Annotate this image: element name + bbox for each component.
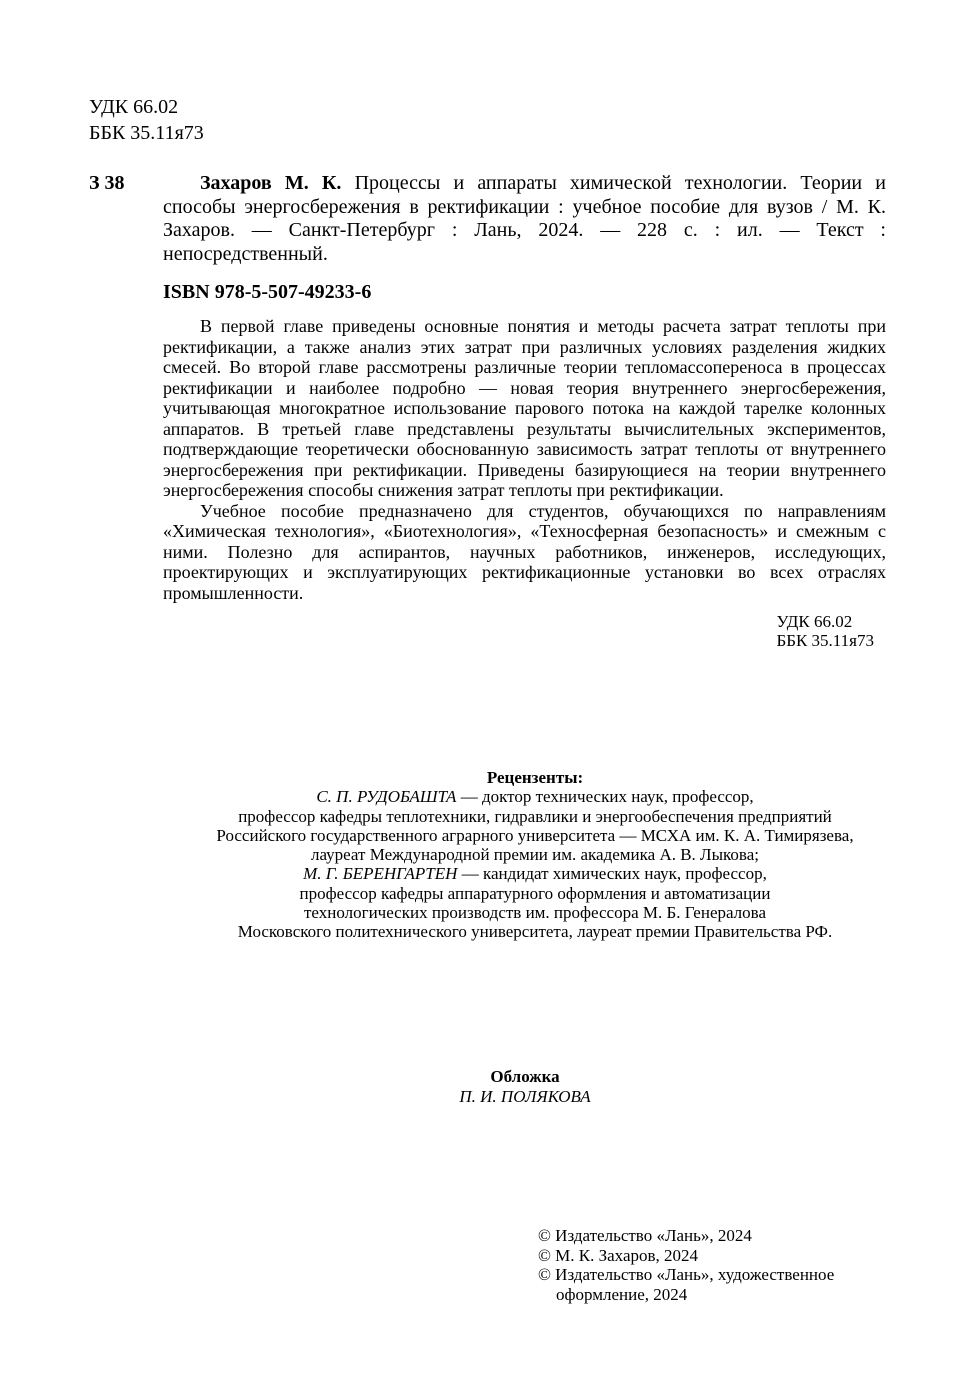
- copyright-line-3: © Издательство «Лань», художественное: [538, 1265, 835, 1284]
- udk-code-repeat: УДК 66.02: [776, 612, 853, 631]
- reviewer-1-line-1: [120, 787, 950, 806]
- reviewer-1-line-3: Российского государственного аграрного университета — МСХА им. К. А. Тимирязева,: [216, 825, 854, 845]
- reviewer-2-line-1: [120, 864, 950, 883]
- abstract: [163, 316, 886, 603]
- author-mark: З 38: [89, 172, 125, 194]
- reviewer-2-line-3: технологических производств им. профессора М. Б. Генералова: [303, 903, 767, 923]
- udk-code: УДК 66.02: [89, 96, 179, 118]
- author-name: Захаров М. К.: [200, 172, 342, 194]
- cover-header: Обложка: [490, 1067, 560, 1086]
- abstract-paragraph-2: Учебное пособие предназначено для студентов, обучающихся по направлениям «Химическая технология», «Биотехнология», «Техносферная безопасность» и смежным с ними. Полезно для аспирантов, научных работников, инженеров, исследующих, проектирующих и эксплуатирующих ректификационные установки во всех отраслях промышленности.: [163, 500, 886, 603]
- reviewer-2-line-2: профессор кафедры аппаратурного оформления и автоматизации: [299, 883, 771, 903]
- classification-bottom: [776, 612, 874, 650]
- abstract-paragraph-1: В первой главе приведены основные понятия и методы расчета затрат теплоты при ректификации, а также анализ этих затрат при различных условиях разделения жидких смесей. Во второй главе рассмотрены различные теории тепломассопереноса в процессах ректификации и наиболее подробно — новая теория внутреннего энергосбережения, учитывающая многократное использование парового потока на каждой тарелке колонных аппаратов. В третьей главе представлены результаты вычислительных экспериментов, подтверждающие теоретически обоснованную зависимость затрат теплоты от внутреннего энергосбережения при ректификации. Приведены базирующиеся на теории внутреннего энергосбережения способы снижения затрат теплоты при ректификации.: [163, 316, 886, 500]
- classification-top: [89, 94, 204, 146]
- copyright-block: [538, 1226, 834, 1304]
- bbk-code: ББК 35.11я73: [89, 122, 204, 144]
- cover-designer: П. И. ПОЛЯКОВА: [459, 1087, 591, 1106]
- reviewers-block: [120, 768, 950, 942]
- reviewers-header: Рецензенты:: [486, 768, 584, 787]
- isbn: ISBN 978-5-507-49233-6: [163, 281, 372, 303]
- reviewer-1-title: — доктор технических наук, профессор,: [456, 787, 754, 807]
- reviewer-1-line-4: лауреат Международной премии им. академика А. В. Лыкова;: [311, 845, 759, 865]
- reviewer-2-title: — кандидат химических наук, профессор,: [457, 864, 767, 884]
- copyright-line-4: оформление, 2024: [556, 1284, 688, 1304]
- reviewer-2-name: М. Г. БЕРЕНГАРТЕН: [303, 864, 458, 884]
- reviewer-1-line-2: профессор кафедры теплотехники, гидравлики и энергообеспечения предприятий: [238, 806, 832, 826]
- copyright-line-1: © Издательство «Лань», 2024: [538, 1226, 752, 1245]
- reviewer-2-line-4: Московского политехнического университета, лауреат премии Правительства РФ.: [237, 922, 833, 942]
- bibliographic-description: [163, 172, 886, 266]
- bbk-code-repeat: ББК 35.11я73: [776, 631, 874, 650]
- reviewer-1-name: С. П. РУДОБАШТА: [316, 787, 457, 807]
- cover-credit: [0, 1067, 976, 1107]
- copyright-line-2: © М. К. Захаров, 2024: [538, 1245, 699, 1265]
- book-description: Процессы и аппараты химической технологии. Теории и способы энергосбережения в ректификации : учебное пособие для вузов / М. К. Захаров. — Санкт-Петербург : Лань, 2024. — 228 с. : ил. — Текст : непосредственный.: [163, 172, 886, 265]
